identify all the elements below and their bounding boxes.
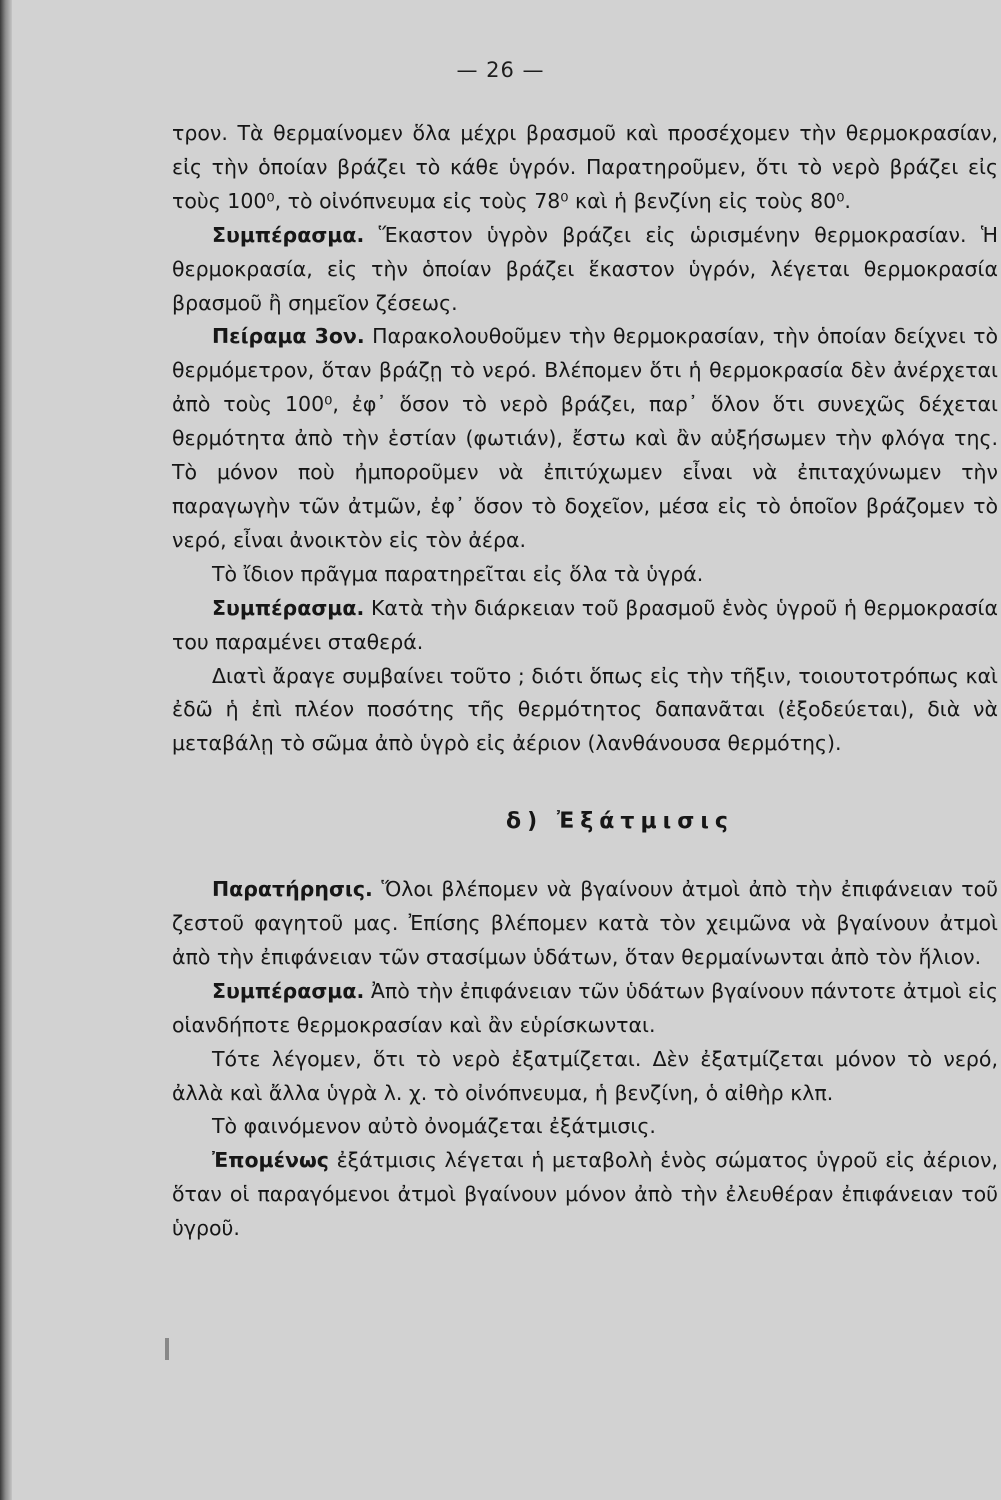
paragraph (172, 660, 998, 762)
paragraph-text: Διατὶ ἄραγε συμβαίνει τοῦτο ; διότι ὅπως εἰς τὴν τῆξιν, τοιουτοτρόπως καὶ ἐδῶ ἡ ἐπὶ πλέον ποσότης τῆς θερμότητος δαπανᾶται (ἐξοδεύεται), διὰ νὰ μεταβάλῃ τὸ σῶμα ἀπὸ ὑγρὸ εἰς ἀέριον (λανθάνουσα θερμότης). (172, 663, 998, 756)
paragraph (172, 1144, 998, 1246)
paragraph-text: τρον. Τὰ θερμαίνομεν ὅλα μέχρι βρασμοῦ καὶ προσέχομεν τὴν θερμοκρασίαν, εἰς τὴν ὁποίαν βράζει τὸ κάθε ὑγρόν. Παρατηροῦμεν, ὅτι τὸ νερὸ βράζει εἰς τοὺς 100⁰, τὸ οἰνόπνευμα εἰς τοὺς 78⁰ καὶ ἡ βενζίνη εἰς τοὺς 80⁰. (172, 121, 998, 213)
paragraph-label: Συμπέρασμα. (212, 222, 365, 247)
paragraph (172, 558, 998, 592)
paragraph-label: Συμπέρασμα. (212, 978, 365, 1003)
paragraph-label: Συμπέρασμα. (212, 595, 365, 620)
paragraph-label: Παρατήρησις. (212, 877, 373, 902)
section-heading: δ) Ἐξάτμισις (506, 809, 734, 835)
paragraph-text: ἐξάτμισις λέγεται ἡ μεταβολὴ ἑνὸς σώματος ὑγροῦ εἰς ἀέριον, ὅταν οἱ παραγόμενοι ἀτμοὶ βγαίνουν μόνον ἀπὸ τὴν ἐλευθέραν ἐπιφάνειαν τοῦ ὑγροῦ. (172, 1148, 998, 1241)
body-text (172, 117, 998, 1246)
paragraph-label: Πείραμα 3ον. (212, 324, 365, 349)
paragraph-text: Ἕκαστον ὑγρὸν βράζει εἰς ὡρισμένην θερμοκρασίαν. Ἡ θερμοκρασία, εἰς τὴν ὁποίαν βράζει ἕκαστον ὑγρόν, λέγεται θερμοκρασία βρασμοῦ ἢ σημεῖον ζέσεως. (172, 222, 998, 315)
paragraph (172, 873, 998, 975)
paragraph (172, 975, 998, 1043)
paragraph-text: Τὸ φαινόμενον αὐτὸ ὀνομάζεται ἐξάτμισις. (212, 1114, 656, 1139)
paragraph-text: Ὅλοι βλέπομεν νὰ βγαίνουν ἀτμοὶ ἀπὸ τὴν ἐπιφάνειαν τοῦ ζεστοῦ φαγητοῦ μας. Ἐπίσης βλέπομεν κατὰ τὸν χειμῶνα νὰ βγαίνουν ἀτμοὶ ἀπὸ τὴν ἐπιφάνειαν τῶν στασίμων ὑδάτων, ὅταν θερμαίνωνται ἀπὸ τὸν ἥλιον. (172, 877, 998, 969)
binding-edge (0, 0, 12, 1500)
paragraph (172, 1110, 998, 1144)
paragraph (172, 219, 998, 321)
margin-mark (165, 1338, 169, 1360)
paragraph-text: Τὸ ἴδιον πρᾶγμα παρατηρεῖται εἰς ὅλα τὰ ὑγρά. (212, 561, 704, 586)
paragraph (172, 592, 998, 660)
paragraph (172, 1043, 998, 1111)
page-number: — 26 — (456, 58, 545, 82)
paragraph (172, 320, 998, 557)
paragraph-text: Ἀπὸ τὴν ἐπιφάνειαν τῶν ὑδάτων βγαίνουν πάντοτε ἀτμοὶ εἰς οἱανδήποτε θερμοκρασίαν καὶ ἂν εὑρίσκωνται. (172, 978, 998, 1037)
paragraph-text: Κατὰ τὴν διάρκειαν τοῦ βρασμοῦ ἑνὸς ὑγροῦ ἡ θερμοκρασία του παραμένει σταθερά. (172, 595, 998, 654)
paragraph-label: Ἐπομένως (212, 1148, 329, 1173)
paragraph-text: Παρακολουθοῦμεν τὴν θερμοκρασίαν, τὴν ὁποίαν δείχνει τὸ θερμόμετρον, ὅταν βράζῃ τὸ νερό. Βλέπομεν ὅτι ἡ θερμοκρασία δὲν ἀνέρχεται ἀπὸ τοὺς 100⁰, ἐφ᾽ ὅσον τὸ νερὸ βράζει, παρ᾽ ὅλον ὅτι συνεχῶς δέχεται θερμότητα ἀπὸ τὴν ἑστίαν (φωτιάν), ἔστω καὶ ἂν αὐξήσωμεν τὴν φλόγα της. Τὸ μόνον ποὺ ἠμποροῦμεν νὰ ἐπιτύχωμεν εἶναι νὰ ἐπιταχύνωμεν τὴν παραγωγὴν τῶν ἀτμῶν, ἐφ᾽ ὅσον τὸ δοχεῖον, μέσα εἰς τὸ ὁποῖον βράζομεν τὸ νερό, εἶναι ἀνοικτὸν εἰς τὸν ἀέρα. (172, 324, 998, 552)
paragraph (172, 117, 998, 219)
paragraph-text: Τότε λέγομεν, ὅτι τὸ νερὸ ἐξατμίζεται. Δὲν ἐξατμίζεται μόνον τὸ νερό, ἀλλὰ καὶ ἄλλα ὑγρὰ λ. χ. τὸ οἰνόπνευμα, ἡ βενζίνη, ὁ αἰθὴρ κλπ. (172, 1046, 998, 1105)
